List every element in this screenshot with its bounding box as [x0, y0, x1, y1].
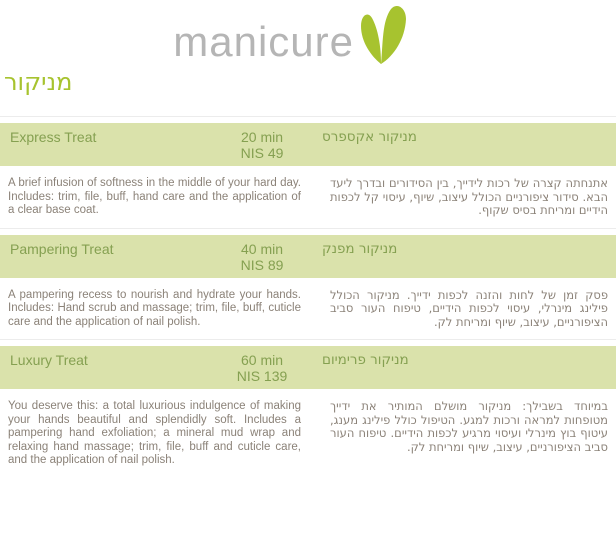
leaf-icon [358, 6, 408, 66]
service-desc-en: A pampering recess to nourish and hydrate your hands. Includes: Hand scrub and massage; trim, file, buff, cuticle care and the application of nail polish. [8, 288, 301, 328]
service-title-en: Express Treat [10, 129, 97, 145]
service-title-en: Luxury Treat [10, 352, 88, 368]
service-title-he: מניקור מפנק [322, 240, 398, 257]
section-header-band [0, 123, 616, 166]
service-title-he: מניקור פרימיום [322, 352, 409, 368]
logo [0, 0, 408, 97]
service-section-luxury [0, 339, 616, 476]
brand-hebrew: מניקור [4, 68, 73, 96]
service-title-en: Pampering Treat [10, 240, 114, 257]
service-time-price [202, 241, 322, 273]
service-duration: 20 min [240, 129, 284, 145]
service-title-he: מניקור אקספרס [322, 129, 417, 145]
service-descriptions [0, 166, 616, 226]
service-desc-en: You deserve this: a total luxurious indulgence of making your hands beautiful and splendidly soft. Includes a pampering hand exfoliation; a mineral mud wrap and relaxing hand massage; trim, file, buff and cuticle care, and the application of nail polish. [8, 400, 301, 466]
service-time-price [202, 129, 322, 161]
service-desc-he: פסק זמן של לחות והזנה לכפות ידייך. מניקור הכולל פילינג מינרלי, עיסוי לכפות הידיים, טיפוח העור סביב הציפורניים, עיצוב, שיוף ומריחת לק. [330, 287, 608, 329]
service-descriptions [0, 389, 616, 476]
service-time-price [202, 352, 322, 384]
service-section-pampering [0, 228, 616, 338]
service-desc-he: במיוחד בשבילך: מניקור מושלם המותיר את ידייך מטופחות למראה ורכות למגע. הטיפול כולל פילינג מענג, עיטוף בוץ מינרלי ועיסוי מרגיע לכפות הידיים. טיפוח העור סביב הציפורניים, עיצוב, שיוף ומריחת לק. [330, 399, 608, 454]
service-section-express [0, 116, 616, 226]
logo-row [0, 6, 408, 66]
brand-wordmark: manicure [173, 18, 354, 65]
section-header-band [0, 346, 616, 389]
service-price: NIS 49 [240, 145, 284, 161]
service-price: NIS 139 [236, 368, 288, 384]
section-header-band [0, 235, 616, 278]
service-duration: 40 min [240, 240, 284, 257]
service-duration: 60 min [240, 352, 284, 368]
service-price: NIS 89 [240, 256, 284, 273]
service-desc-he: אתנחתה קצרה של רכות לידייך, בין הסידורים ובדרך ליעד הבא. סידור ציפורניים הכולל עיצוב, שיוף, עיסוי קל לכפות הידיים ומריחת בסיס שקוף. [330, 176, 608, 217]
service-desc-en: A brief infusion of softness in the middle of your hard day. Includes: trim, file, buff, hand care and the application of a clear base coat. [8, 177, 301, 216]
service-descriptions [0, 278, 616, 338]
